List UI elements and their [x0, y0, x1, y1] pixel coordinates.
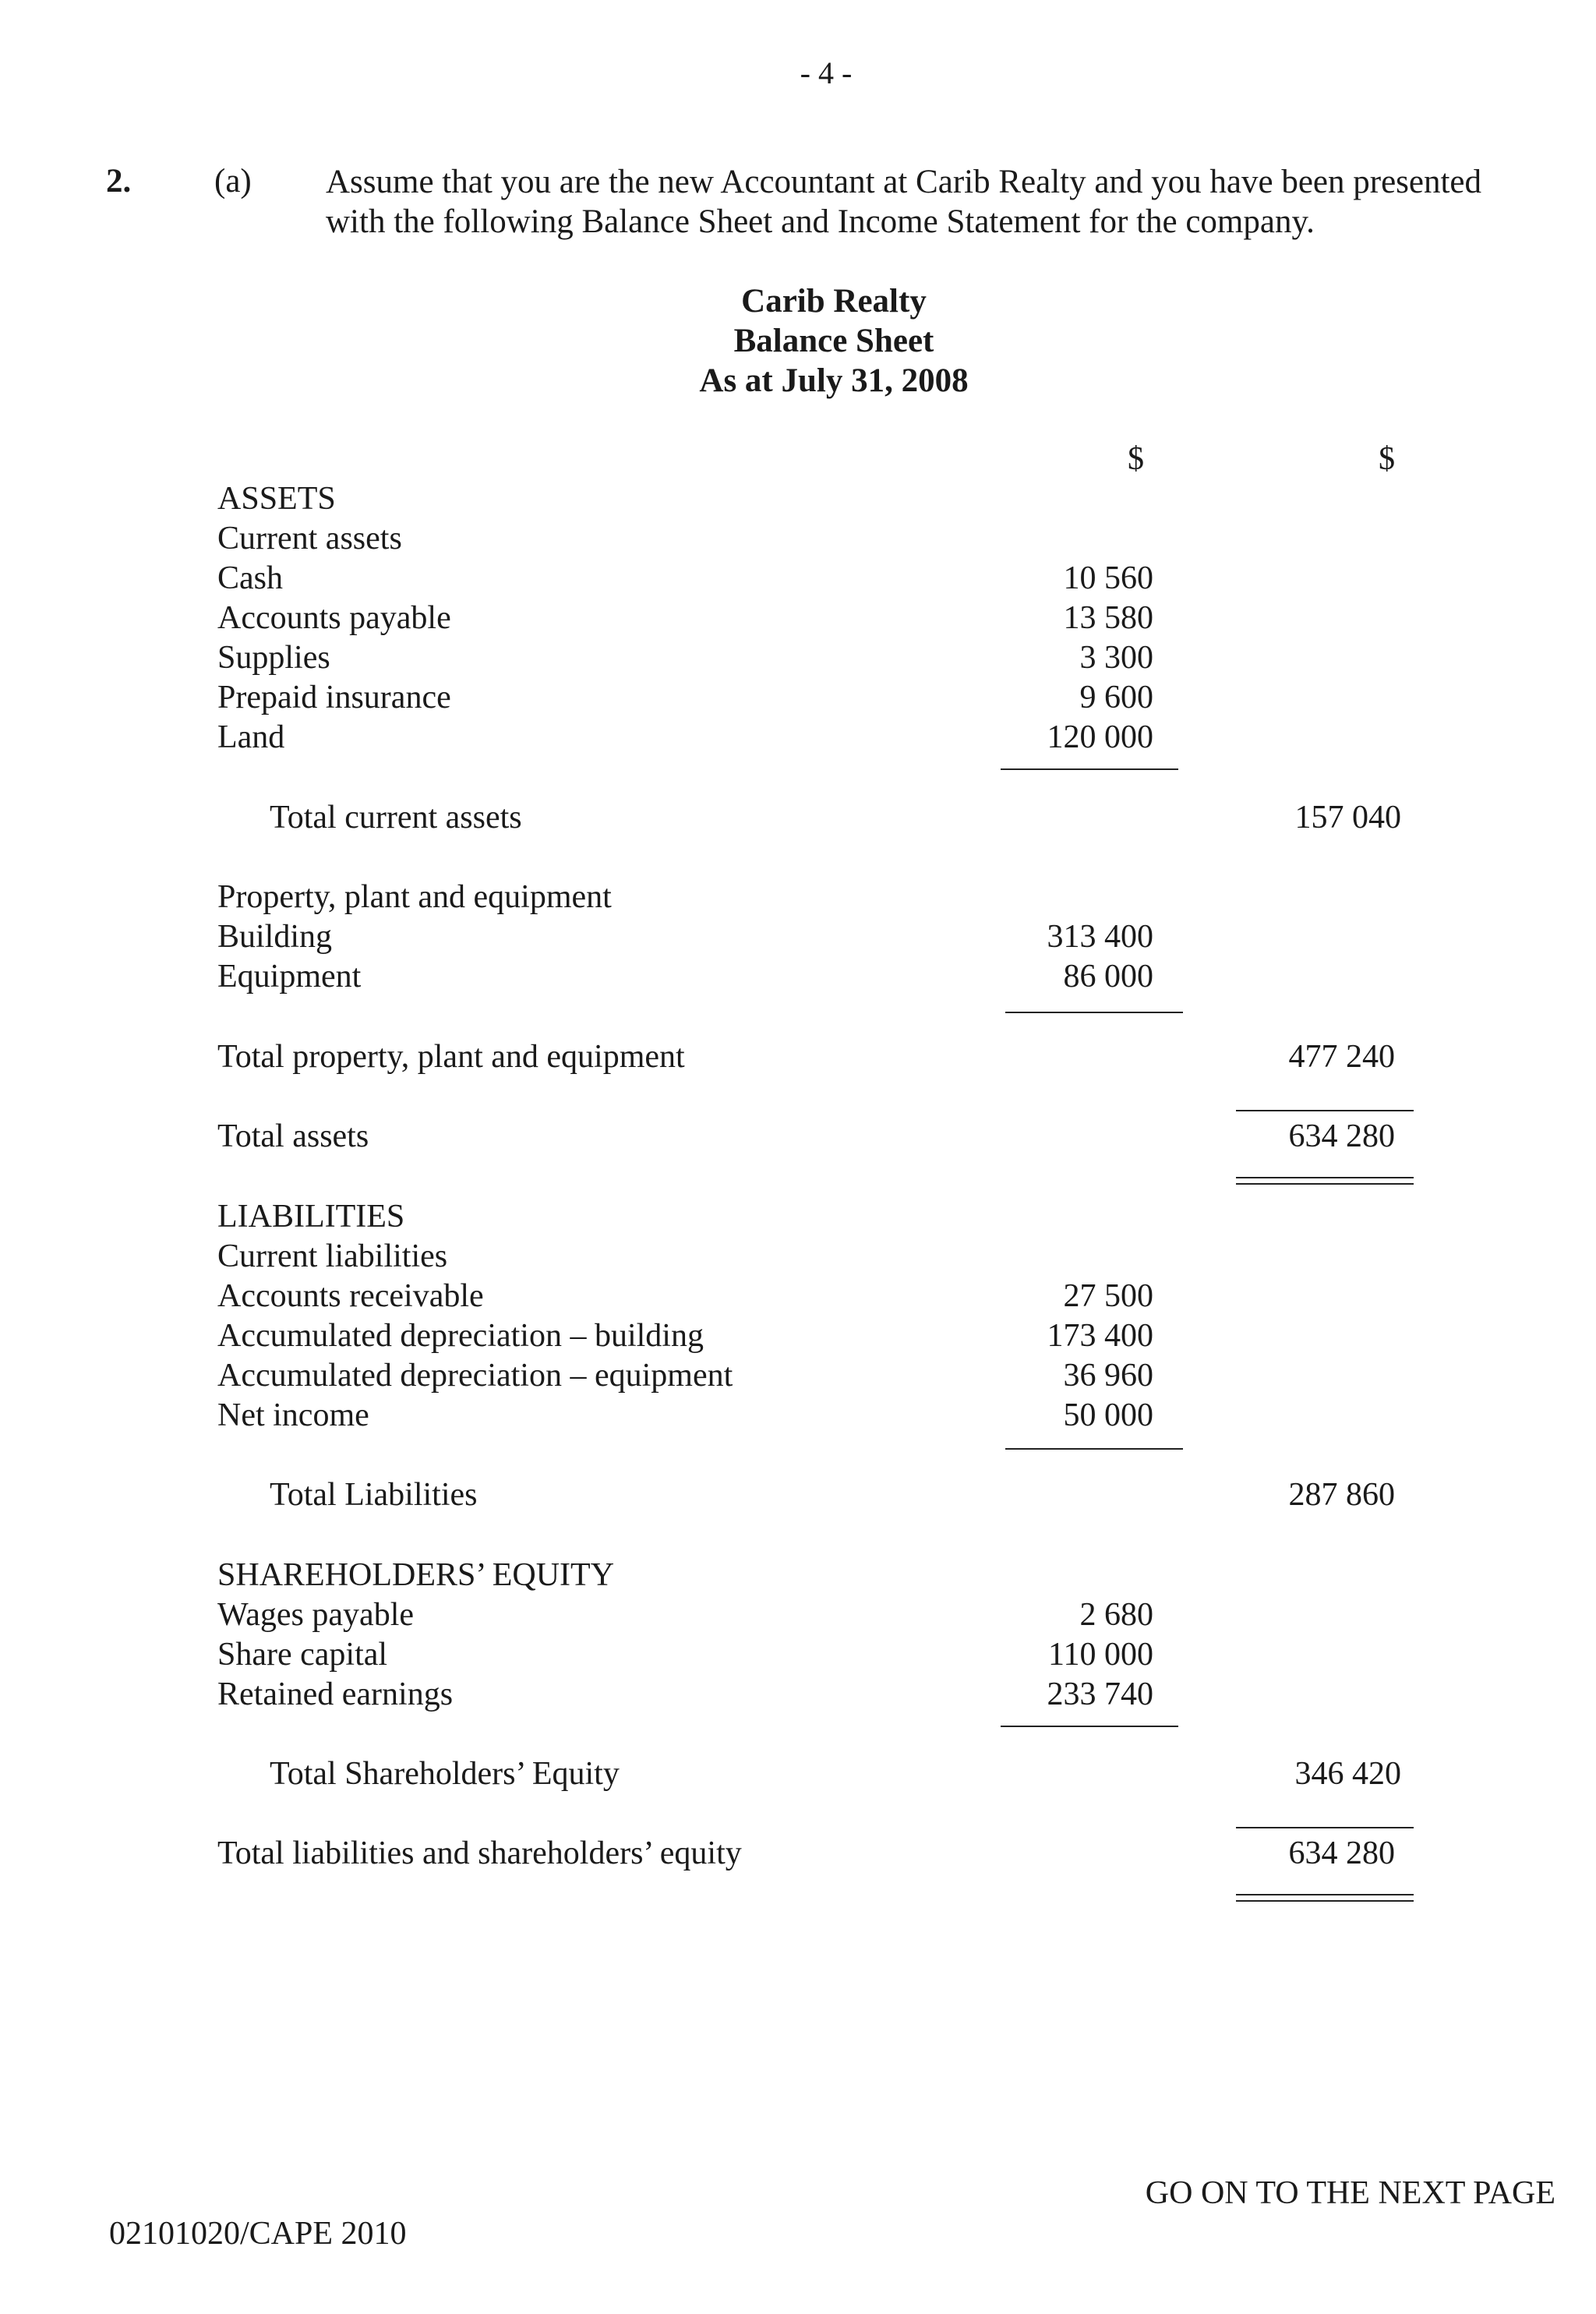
total-label: Total liabilities and shareholders’ equity: [217, 1835, 742, 1871]
table-row: [0, 1356, 1596, 1396]
line-item-amount: 27 500: [1063, 1278, 1153, 1314]
total-row: [0, 1834, 1596, 1874]
total-row: [0, 1475, 1596, 1515]
table-row: [0, 559, 1596, 599]
next-page-notice: GO ON TO THE NEXT PAGE: [1145, 2175, 1555, 2211]
line-item-amount: 313 400: [1047, 919, 1153, 955]
ppe-heading: Property, plant and equipment: [217, 879, 612, 915]
line-item-amount: 173 400: [1047, 1318, 1153, 1354]
line-item-amount: 110 000: [1048, 1637, 1153, 1673]
total-amount: 287 860: [1288, 1477, 1395, 1513]
subtotal-rule: [1236, 1827, 1414, 1828]
double-rule-top: [1236, 1177, 1414, 1178]
page-number: - 4 -: [800, 55, 853, 90]
total-label: Total property, plant and equipment: [217, 1039, 685, 1075]
line-item-label: Equipment: [217, 959, 362, 994]
subsection-heading: [0, 519, 1596, 559]
total-label: Total current assets: [270, 800, 522, 836]
total-amount: 346 420: [1294, 1756, 1401, 1792]
line-item-label: Accumulated depreciation – equipment: [217, 1358, 733, 1394]
line-item-amount: 233 740: [1047, 1676, 1153, 1712]
assets-heading: ASSETS: [217, 481, 336, 517]
question-part: (a): [214, 163, 252, 200]
exam-code: 02101020/CAPE 2010: [109, 2216, 407, 2252]
table-row: [0, 917, 1596, 957]
table-row: [0, 957, 1596, 997]
section-heading: [0, 479, 1596, 519]
table-row: [0, 638, 1596, 678]
double-rule-bottom: [1236, 1900, 1414, 1902]
subtotal-rule: [1236, 1110, 1414, 1111]
statement-date: As at July 31, 2008: [699, 362, 969, 399]
total-row: [0, 798, 1596, 838]
question-number: 2.: [106, 163, 132, 200]
line-item-label: Accumulated depreciation – building: [217, 1318, 704, 1354]
table-row: [0, 599, 1596, 638]
line-item-label: Cash: [217, 560, 283, 596]
subsection-heading: [0, 1237, 1596, 1277]
line-item-amount: 120 000: [1047, 719, 1153, 755]
subtotal-rule: [1001, 768, 1178, 770]
line-item-amount: 3 300: [1079, 640, 1153, 676]
total-amount: 634 280: [1288, 1835, 1395, 1871]
question-text: [326, 162, 1565, 242]
section-heading: [0, 1556, 1596, 1595]
line-item-amount: 10 560: [1063, 560, 1153, 596]
table-row: [0, 718, 1596, 758]
line-item-label: Wages payable: [217, 1597, 414, 1633]
line-item-label: Net income: [217, 1397, 369, 1433]
line-item-amount: 13 580: [1063, 600, 1153, 636]
total-amount: 157 040: [1294, 800, 1401, 836]
line-item-amount: 2 680: [1079, 1597, 1153, 1633]
table-row: [0, 1635, 1596, 1675]
table-row: [0, 1675, 1596, 1715]
table-row: [0, 678, 1596, 718]
double-rule-top: [1236, 1894, 1414, 1895]
table-row: [0, 1396, 1596, 1436]
currency-header-row: [0, 440, 1596, 479]
line-item-label: Retained earnings: [217, 1676, 454, 1712]
currency-col2: $: [1379, 441, 1395, 477]
total-row: [0, 1037, 1596, 1077]
equity-heading: SHAREHOLDERS’ EQUITY: [217, 1557, 615, 1593]
question-text-line-2: with the following Balance Sheet and Income Statement for the company.: [326, 203, 1315, 240]
line-item-label: Accounts payable: [217, 600, 451, 636]
total-label: Total Shareholders’ Equity: [270, 1756, 620, 1792]
subtotal-rule: [1001, 1726, 1178, 1727]
line-item-amount: 36 960: [1063, 1358, 1153, 1394]
table-row: [0, 1316, 1596, 1356]
subtotal-rule: [1005, 1012, 1183, 1013]
section-heading: [0, 1197, 1596, 1237]
line-item-amount: 9 600: [1079, 680, 1153, 715]
question-text-line-1: Assume that you are the new Accountant at Carib Realty and you have been presented: [326, 164, 1482, 200]
liabilities-heading: LIABILITIES: [217, 1199, 405, 1235]
current-liabilities-heading: Current liabilities: [217, 1238, 448, 1274]
line-item-label: Supplies: [217, 640, 330, 676]
currency-col1: $: [1128, 441, 1144, 477]
double-rule-bottom: [1236, 1183, 1414, 1185]
line-item-label: Prepaid insurance: [217, 680, 451, 715]
line-item-amount: 50 000: [1063, 1397, 1153, 1433]
statement-title: Balance Sheet: [733, 323, 934, 359]
total-label: Total assets: [217, 1118, 369, 1154]
line-item-label: Land: [217, 719, 285, 755]
total-label: Total Liabilities: [270, 1477, 478, 1513]
subsection-heading: [0, 878, 1596, 917]
company-name: Carib Realty: [741, 283, 927, 320]
line-item-label: Accounts receivable: [217, 1278, 484, 1314]
line-item-label: Building: [217, 919, 333, 955]
total-row: [0, 1754, 1596, 1794]
table-row: [0, 1277, 1596, 1316]
total-amount: 634 280: [1288, 1118, 1395, 1154]
current-assets-heading: Current assets: [217, 521, 402, 556]
line-item-amount: 86 000: [1063, 959, 1153, 994]
table-row: [0, 1595, 1596, 1635]
subtotal-rule: [1005, 1448, 1183, 1450]
total-row: [0, 1117, 1596, 1157]
total-amount: 477 240: [1288, 1039, 1395, 1075]
line-item-label: Share capital: [217, 1637, 388, 1673]
